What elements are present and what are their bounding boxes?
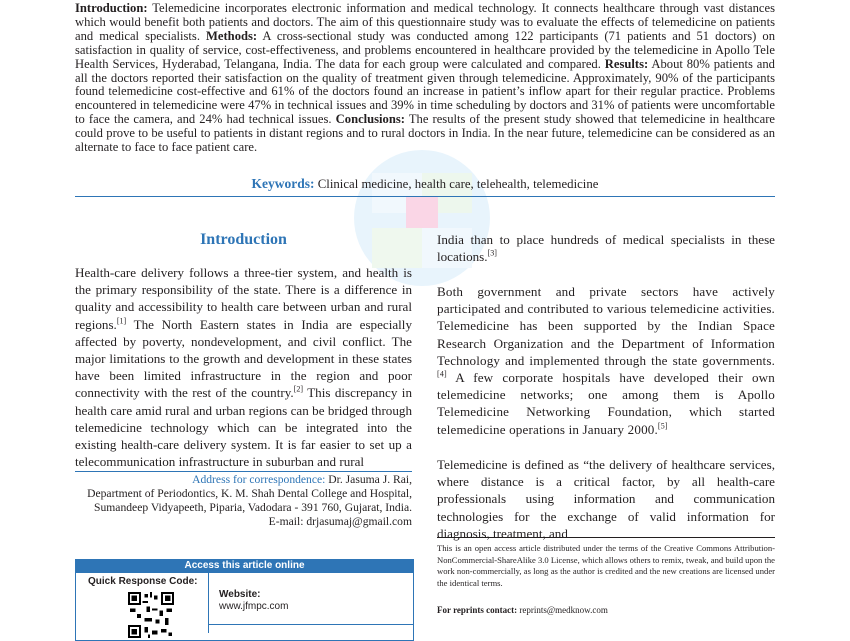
intro-p2-text-a: Both government and private sectors have actively participated and contributed to various telemedicine activities. Telemedicine has been supported by the Indian Space Research Organization and the Department of Information Technology and implemented through the state governments. — [437, 284, 775, 368]
license-divider — [437, 537, 775, 538]
intro-p1-text-a: Health-care delivery follows a three-tier system, and health is the primary responsibility of the state. There is a difference in quality and accessibility to health care between urban and rural regions. — [75, 265, 412, 332]
ref-5[interactable]: [5] — [657, 421, 668, 431]
qr-code-icon[interactable] — [128, 592, 174, 638]
license-text: This is an open access article distributed under the terms of the Creative Commons Attribution-NonCommercial-ShareAlike 3.0 License, which allows others to remix, tweak, and build upon the work non-commercially, as long as the author is credited and the new creations are licensed under the identical terms. — [437, 543, 775, 588]
qr-code-label: Quick Response Code: — [88, 576, 198, 587]
keywords-text: Clinical medicine, health care, telehealth, telemedicine — [317, 177, 599, 191]
access-article-header: Access this article online — [75, 559, 414, 573]
correspondence-name: Dr. Jasuma J. Rai, — [325, 473, 412, 486]
website-link[interactable]: www.jfmpc.com — [219, 601, 289, 612]
abstract-results-label: Results: — [604, 56, 649, 71]
section-heading-introduction: Introduction — [200, 231, 287, 248]
abstract-results-text: About 80% patients and all the doctors reported their satisfaction on the quality of treatment given through telemedicine. Approximately, 90% of the participants found telemedicine cost-effective and 61% of the doctors found an increase in patient’s inflow apart for their regular practice. Problems encountered in telemedicine were 47% in technical issues and 39% in time scheduling by doctors and 31% of patients were uncomfortable to face the camera, and 24% had technical issues. — [75, 56, 775, 127]
keywords-label: Keywords: — [251, 176, 315, 191]
intro-paragraph-1-continued — [437, 231, 775, 265]
intro-paragraph-1 — [75, 264, 412, 470]
ref-2[interactable]: [2] — [293, 385, 304, 395]
intro-paragraph-3 — [437, 456, 775, 542]
website-divider — [208, 624, 414, 625]
intro-p3-text: Telemedicine is defined as “the delivery of healthcare services, where distance is a critical factor, by all health-care professionals using information and communication technologies for the exchange of valid information for diagnosis, treatment, and — [437, 457, 775, 541]
keywords-line — [75, 176, 775, 192]
correspondence-address: Department of Periodontics, K. M. Shah Dental College and Hospital, Sumandeep Vidyapeeth, Piparia, Vadodara - 391 760, Gujarat, India. — [87, 486, 412, 514]
abstract-methods-text: A cross-sectional study was conducted among 122 participants (71 patients and 51 doctors) on satisfaction in quality of service, cost-effectiveness, and problems encountered in healthcare provided by the telemedicine in Apollo Tele Health Services, Hyderabad, Telangana, India. The data for each group were calculated and compared. — [75, 28, 775, 71]
correspondence-divider — [75, 471, 412, 472]
intro-p1-text-b: The North Eastern states in India are especially affected by poverty, nondevelopment, and civil conflict. The major limitations to the growth and development in these states have been limited infrastructure in the region and poor connectivity with the rest of the country. — [75, 316, 412, 401]
abstract-intro-text: Telemedicine incorporates electronic information and medical technology. It connects healthcare through vast distances which would benefit both patients and doctors. The aim of this questionnaire study was to evaluate the effects of telemedicine on patients and medical specialists. — [75, 1, 776, 43]
reprints-email[interactable]: reprints@medknow.com — [517, 605, 608, 615]
correspondence-email[interactable]: E-mail: drjasumaj@gmail.com — [268, 514, 412, 528]
ref-3[interactable]: [3] — [487, 248, 497, 258]
abstract — [75, 2, 775, 155]
intro-p1-text-c: This discrepancy in health care amid rural and urban regions can be bridged through telemedicine technology which can be integrated into the existing health-care delivery system. It is far easier to set up a telecommunication infrastructure in suburban and rural — [75, 385, 412, 470]
website-label: Website: — [219, 589, 261, 600]
abstract-conclusions-text: The results of the present study showed that telemedicine in healthcare could prove to be useful to patients in distant regions and to rural doctors in India. In the near future, telemedicine can be considered as an alternate to face to face patient care. — [75, 112, 776, 155]
correspondence-block — [75, 473, 412, 529]
abstract-intro-label: Introduction: — [75, 1, 148, 15]
abstract-methods-label: Methods: — [206, 28, 258, 43]
abstract-conclusions-label: Conclusions: — [335, 112, 405, 127]
reprints-line — [437, 605, 775, 615]
keywords-divider — [75, 196, 775, 197]
reprints-label: For reprints contact: — [437, 605, 518, 615]
intro-p1-cont-text: India than to place hundreds of medical specialists in these locations. — [437, 232, 775, 265]
ref-1[interactable]: [1] — [116, 316, 127, 326]
ref-4[interactable]: [4] — [437, 369, 447, 379]
intro-paragraph-2 — [437, 283, 775, 438]
intro-p2-text-b: A few corporate hospitals have developed their own telemedicine networks; one among them is Apollo Telemedicine Networking Foundation, which started telemedicine operations in January 2000. — [437, 370, 775, 437]
correspondence-label: Address for correspondence: — [192, 473, 326, 486]
